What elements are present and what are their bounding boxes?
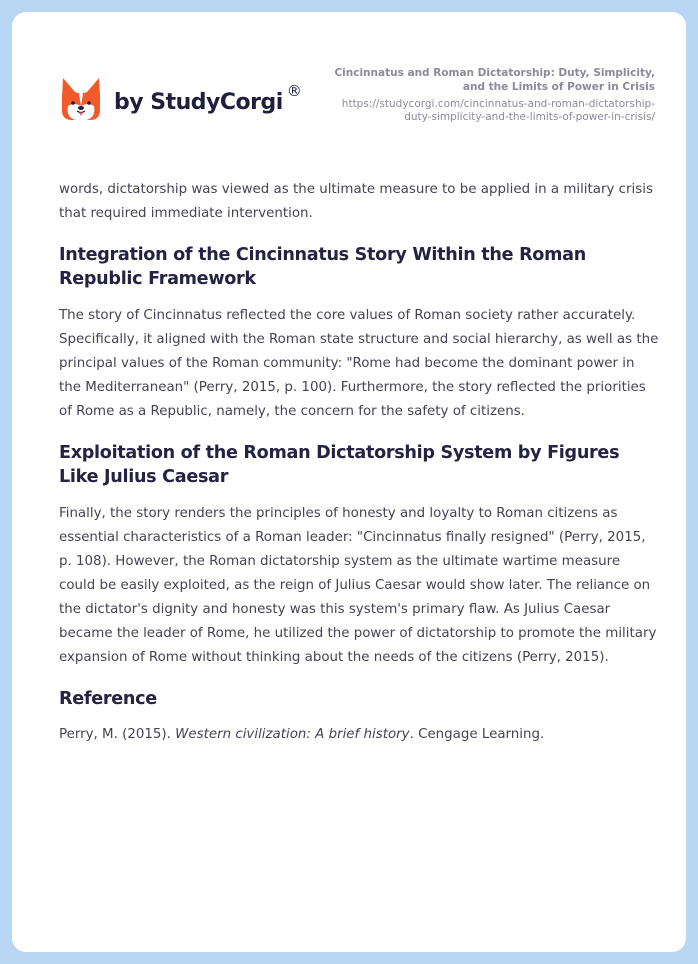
document-title: Cincinnatus and Roman Dictatorship: Duty, Simplicity, and the Limits of Power in Crisis	[334, 67, 655, 93]
corgi-logo-icon	[60, 76, 102, 122]
page-header	[12, 12, 686, 152]
reference-title: Western civilization: A brief history	[175, 727, 410, 742]
section-heading-integration: Integration of the Cincinnatus Story Within the Roman Republic Framework	[59, 245, 586, 289]
registered-mark: ®	[286, 82, 302, 100]
document-card	[12, 12, 686, 952]
reference-publisher: . Cengage Learning.	[409, 727, 545, 742]
section-paragraph-integration: The story of Cincinnatus reflected the core values of Roman society rather accurately. Specifically, it aligned with the Roman state structure and social hierarchy, as well as the principal values of the Roman community: "Rome had become the dominant power in the Mediterranean" (Perry, 2015, p. 100). Furthermore, the story reflected the priorities of Rome as a Republic, namely, the concern for the safety of citizens.	[59, 308, 659, 419]
article-content	[59, 178, 659, 747]
logo-text: by StudyCorgi	[114, 89, 283, 115]
intro-paragraph: words, dictatorship was viewed as the ultimate measure to be applied in a military crisis that required immediate intervention.	[59, 182, 653, 221]
reference-author: Perry, M. (2015).	[59, 727, 176, 742]
document-meta	[315, 66, 655, 124]
section-paragraph-exploitation: Finally, the story renders the principles of honesty and loyalty to Roman citizens as essential characteristics of a Roman leader: "Cincinnatus finally resigned" (Perry, 2015, p. 108). However, the Roman dictatorship system as the ultimate wartime measure could be easily exploited, as the reign of Julius Caesar would show later. The reliance on the dictator's dignity and honesty was this system's primary flaw. As Julius Caesar became the leader of Rome, he utilized the power of dictatorship to promote the military expansion of Rome without thinking about the needs of the citizens (Perry, 2015).	[59, 506, 657, 665]
section-heading-exploitation: Exploitation of the Roman Dictatorship System by Figures Like Julius Caesar	[59, 443, 620, 487]
reference-heading: Reference	[59, 689, 157, 709]
document-url[interactable]: https://studycorgi.com/cincinnatus-and-roman-dictatorship-duty-simplicity-and-the-limits-of-power-in-crisis/	[341, 98, 655, 123]
reference-entry	[59, 723, 659, 747]
studycorgi-logo[interactable]	[60, 76, 302, 122]
